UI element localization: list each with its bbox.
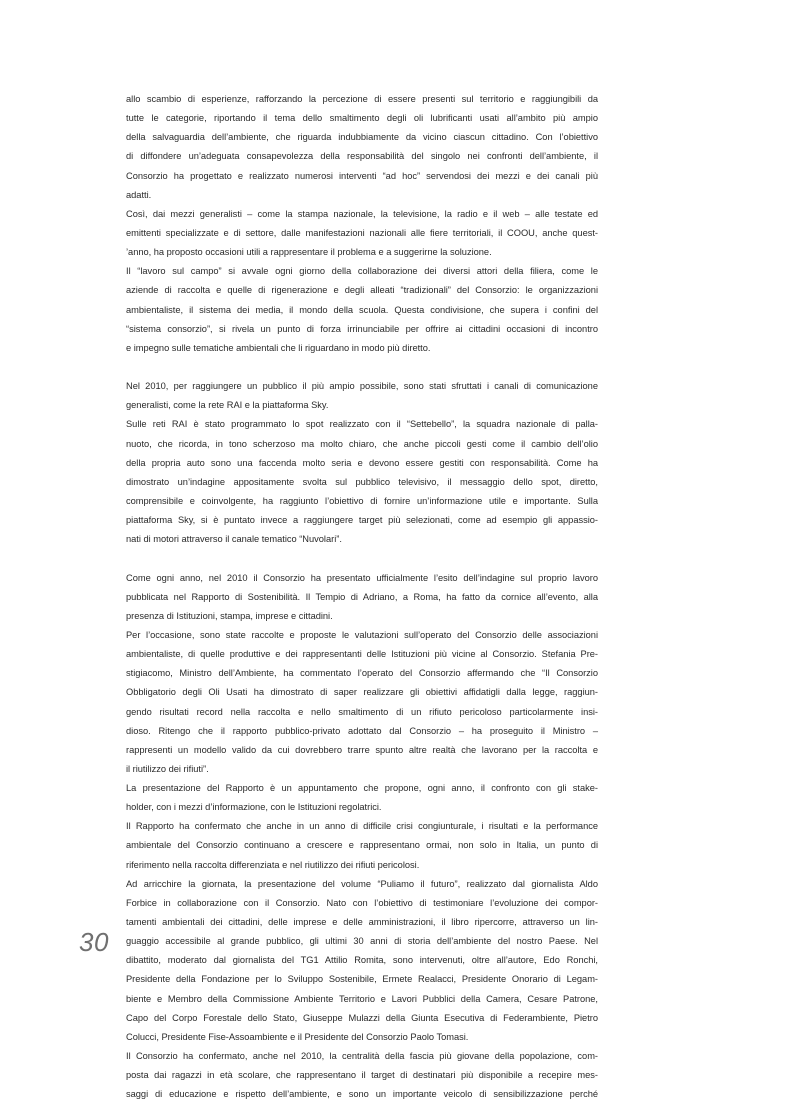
text-line: La presentazione del Rapporto è un appuntamento che propone, ogni anno, il confronto con gli stake- <box>126 783 598 794</box>
text-line: Presidente della Fondazione per lo Sviluppo Sostenibile, Ermete Realacci, Presidente Onorario di Legam- <box>126 974 598 985</box>
text-line: rappresenti un modello valido da cui dovrebbero trarre spunto altre realtà che lavorano per la raccolta e <box>126 744 598 755</box>
text-line: guaggio accessibile al grande pubblico, gli ultimi 30 anni di storia dell’ambiente del nostro Paese. Nel <box>126 936 598 947</box>
text-line: adatti. <box>126 189 152 200</box>
text-line: riferimento nella raccolta differenziata e nel riutilizzo dei rifiuti pericolosi. <box>126 859 420 870</box>
text-line: generalisti, come la rete RAI e la piattaforma Sky. <box>126 400 329 411</box>
text-line: ambientaliste, il sistema dei media, il mondo della scuola. Questa condivisione, che supera i confini del <box>126 304 598 315</box>
text-line: emittenti specializzate e di settore, dalle manifestazioni nazionali alle fiere territoriali, il COOU, anche quest- <box>126 227 598 238</box>
text-line: saggi di educazione e rispetto dell’ambiente, e sono un importante veicolo di sensibilizzazione perché <box>126 1089 598 1100</box>
text-line: tamenti ambientali dei cittadini, delle imprese e delle amministrazioni, il libro ripercorre, attraverso un lin- <box>126 917 598 928</box>
text-line: Nel 2010, per raggiungere un pubblico il più ampio possibile, sono stati sfruttati i canali di comunicazione <box>126 381 598 392</box>
text-line: il riutilizzo dei rifiuti”. <box>126 763 209 774</box>
text-line: dioso. Ritengo che il rapporto pubblico-privato adottato dal Consorzio – ha proseguito il Ministro – <box>126 725 598 736</box>
paragraph <box>126 262 598 358</box>
text-line: aziende di raccolta e quelle di rigenerazione e degli alleati “tradizionali” del Consorzio: le organizzazioni <box>126 285 598 296</box>
text-line: e impegno sulle tematiche ambientali che li riguardano in modo più diretto. <box>126 342 431 353</box>
text-line: Il “lavoro sul campo” si avvale ogni giorno della collaborazione dei diversi attori della filiera, come le <box>126 266 598 277</box>
paragraph-gap <box>126 549 598 568</box>
text-line: stigiacomo, Ministro dell’Ambiente, ha commentato l’operato del Consorzio affermando che “Il Consorzio <box>126 668 598 679</box>
text-line: pubblicata nel Rapporto di Sostenibilità. Il Tempio di Adriano, a Roma, ha fatto da cornice all’evento, alla <box>126 591 598 602</box>
text-line: presenza di Istituzioni, stampa, imprese e cittadini. <box>126 610 333 621</box>
text-line: Sulle reti RAI è stato programmato lo spot realizzato con il “Settebello”, la squadra nazionale di palla- <box>126 419 598 430</box>
text-line: tutte le categorie, riportando il tema dello smaltimento degli oli lubrificanti usati all’ambito più ampio <box>126 113 598 124</box>
text-line: biente e Membro della Commissione Ambiente Territorio e Lavori Pubblici della Camera, Cesare Patrone, <box>126 993 598 1004</box>
text-line: posta dai ragazzi in età scolare, che rappresentano il target di destinatari più disponibile a recepire mes- <box>126 1070 598 1081</box>
text-line: Il Rapporto ha confermato che anche in un anno di difficile crisi congiunturale, i risultati e la performance <box>126 821 598 832</box>
text-line: Capo del Corpo Forestale dello Stato, Giuseppe Mulazzi della Giunta Esecutiva di Federambiente, Pietro <box>126 1012 598 1023</box>
text-line: della salvaguardia dell’ambiente, che riguarda indubbiamente da vicino ciascun cittadino. Con l’obiettivo <box>126 132 598 143</box>
text-line: ambientale del Consorzio continuano a crescere e rappresentano ormai, non solo in Italia, un punto di <box>126 840 598 851</box>
text-line: dibattito, moderato dal giornalista del TG1 Attilio Romita, sono intervenuti, oltre all’autore, Edo Ronchi, <box>126 955 598 966</box>
text-line: di diffondere un’adeguata consapevolezza della responsabilità del singolo nei confronti dell’ambiente, il <box>126 151 598 162</box>
paragraph <box>126 415 598 549</box>
paragraph <box>126 90 598 205</box>
text-line: ambientaliste, di quelle produttive e dei rappresentanti delle Istituzioni più vicine al Consorzio. Stefania Pre- <box>126 649 598 660</box>
text-line: “sistema consorzio”, si rivela un punto di forza irrinunciabile per offrire ai cittadini occasioni di incontro <box>126 323 598 334</box>
page-number: 30 <box>79 927 109 957</box>
text-line: dimostrato un’indagine appositamente svolta sul pubblico televisivo, il messaggio dello spot, diretto, <box>126 476 598 487</box>
text-line: della propria auto sono una faccenda molto seria e devono essere gestiti con responsabilità. Come ha <box>126 457 598 468</box>
text-line: holder, con i mezzi d’informazione, con le Istituzioni regolatrici. <box>126 802 382 813</box>
paragraph <box>126 205 598 262</box>
text-line: Ad arricchire la giornata, la presentazione del volume “Puliamo il futuro”, realizzato dal giornalista Aldo <box>126 878 598 889</box>
text-line: Come ogni anno, nel 2010 il Consorzio ha presentato ufficialmente l’esito dell’indagine sul proprio lavoro <box>126 572 598 583</box>
body-text <box>126 90 598 1104</box>
paragraph-gap <box>126 358 598 377</box>
text-line: Per l’occasione, sono state raccolte e proposte le valutazioni sull’operato del Consorzio delle associazioni <box>126 629 598 640</box>
text-line: Consorzio ha progettato e realizzato numerosi interventi “ad hoc” servendosi dei mezzi e dei canali più <box>126 170 598 181</box>
text-line: gendo risultati record nella raccolta e nello smaltimento di un rifiuto pericoloso particolarmente insi- <box>126 706 598 717</box>
paragraph <box>126 779 598 817</box>
text-line: Il Consorzio ha confermato, anche nel 2010, la centralità della fascia più giovane della popolazione, com- <box>126 1051 598 1062</box>
text-line: nati di motori attraverso il canale tematico “Nuvolari”. <box>126 534 342 545</box>
text-line: piattaforma Sky, si è puntato invece a raggiungere target più selezionati, come ad esempio gli appassio- <box>126 515 598 526</box>
paragraph <box>126 626 598 779</box>
paragraph <box>126 1047 598 1104</box>
text-line: ’anno, ha proposto occasioni utili a rappresentare il problema e a suggerirne la soluzione. <box>126 247 492 258</box>
paragraph <box>126 817 598 874</box>
text-line: Obbligatorio degli Oli Usati ha dimostrato di saper realizzare gli obiettivi affidatigli dalla legge, raggiun- <box>126 687 598 698</box>
paragraph <box>126 569 598 626</box>
text-line: allo scambio di esperienze, rafforzando la percezione di essere presenti sul territorio e raggiungibili da <box>126 94 598 104</box>
text-line: Così, dai mezzi generalisti – come la stampa nazionale, la televisione, la radio e il web – alle testate ed <box>126 208 598 219</box>
paragraph <box>126 377 598 415</box>
text-line: Colucci, Presidente Fise-Assoambiente e il Presidente del Consorzio Paolo Tomasi. <box>126 1031 469 1042</box>
text-line: Forbice in collaborazione con il Consorzio. Nato con l’obiettivo di testimoniare l’evoluzione dei compor- <box>126 897 598 908</box>
text-line: comprensibile e coinvolgente, ha raggiunto l’obiettivo di fornire un’informazione utile e importante. Sulla <box>126 495 598 506</box>
paragraph <box>126 875 598 1047</box>
text-line: nuoto, che ricorda, in tono scherzoso ma molto chiaro, che anche piccoli gesti come il cambio dell’olio <box>126 438 598 449</box>
